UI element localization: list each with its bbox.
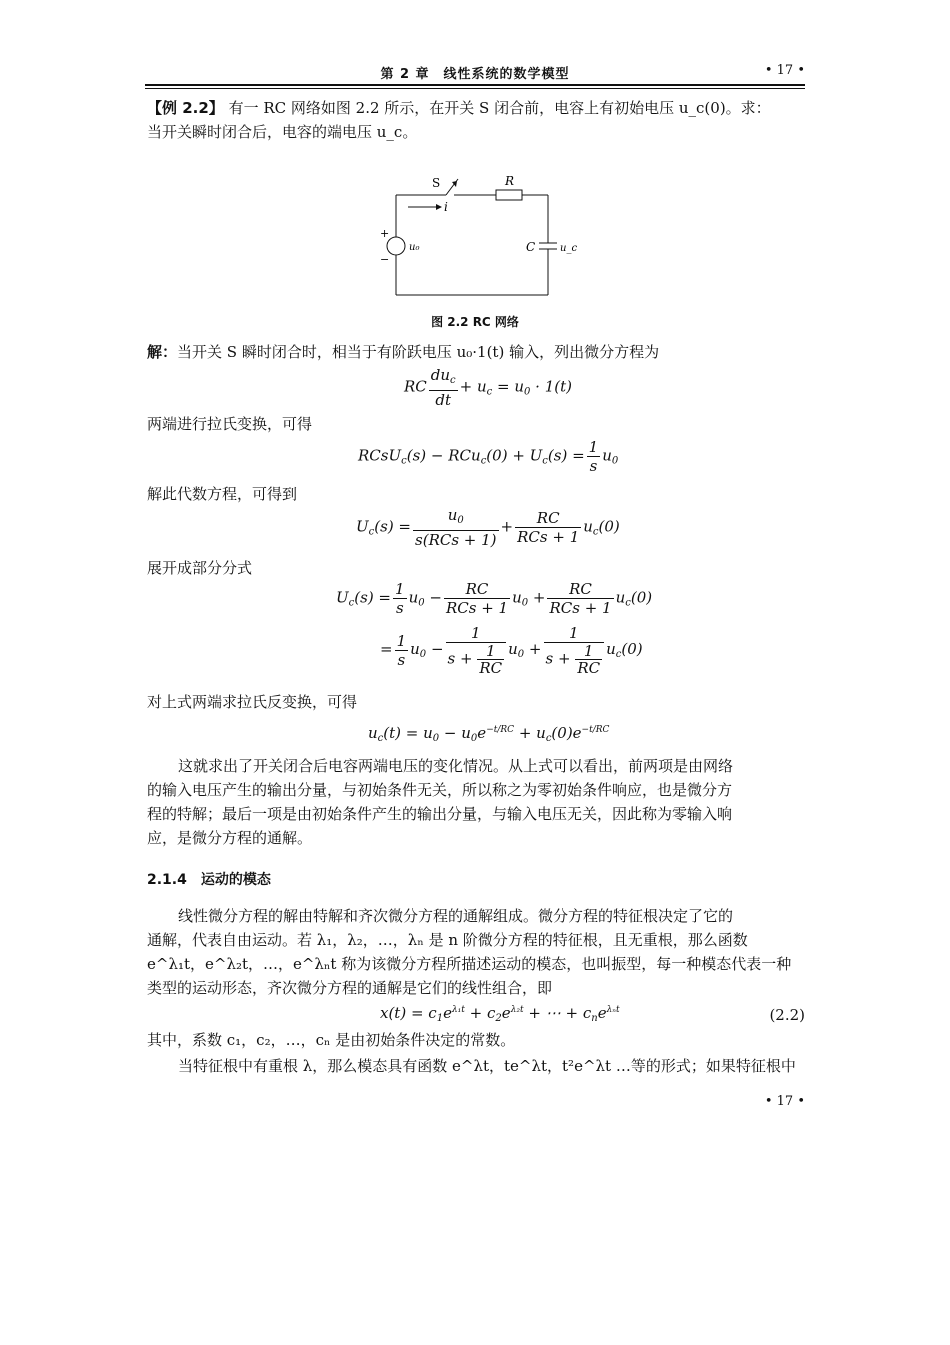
example-label: 【例 2.2】 bbox=[147, 99, 224, 117]
partial-fraction-line-1: $U_c(s)$ = $\frac{1}{s}$ $u_0$ − $\frac{RC}{\text{RCs + 1}}$ $u_0$ + $\frac{RC}{\text{RCs + 1}}$ $u_c(0)$ bbox=[336, 580, 653, 617]
algebraic-solution: $U_c(s)$ = $\frac{u_0}{\text{s(RCs + 1)}}$ + $\frac{RC}{\text{RCs + 1}}$ $u_c(0)$ bbox=[356, 506, 620, 549]
solution-intro-text: 当开关 S 瞬时闭合时，相当于有阶跃电压 u₀·1(t) 输入，列出微分方程为 bbox=[177, 343, 660, 361]
example-statement bbox=[147, 96, 807, 144]
discussion-line-1: 这就求出了开关闭合后电容两端电压的变化情况。从上式可以看出，前两项是由网络 bbox=[178, 757, 734, 775]
running-header bbox=[145, 60, 805, 84]
laplace-equation: RCsU$_c$(s) − $RCu_c(0) + U_c(s)$ = $\frac{1}{s}$ $u_0$ bbox=[358, 438, 619, 475]
chapter-title: 第 2 章 线性系统的数学模型 bbox=[380, 67, 570, 82]
figure-caption: 图 2.2 RC 网络 bbox=[431, 315, 519, 329]
modes-line-3: e^λ₁t，e^λ₂t，…，e^λₙt 称为该微分方程所描述运动的模态，也叫振型，每一种模态代表一种 bbox=[147, 955, 792, 973]
time-domain-solution: $u_c(t) = u_0 - u_0e^{-t/RC} + u_c(0)e^{-t/RC}$ bbox=[368, 724, 610, 744]
discussion-paragraph bbox=[147, 754, 807, 850]
modes-line-1: 线性微分方程的解由特解和齐次微分方程的通解组成。微分方程的特征根决定了它的 bbox=[178, 907, 734, 925]
example-line-1: 有一 RC 网络如图 2.2 所示，在开关 S 闭合前，电容上有初始电压 u_c(0)。求： bbox=[228, 99, 771, 117]
repeated-roots-line: 当特征根中有重根 λ，那么模态具有函数 e^λt，te^λt，t²e^λt …等的形式；如果特征根中 bbox=[178, 1057, 796, 1075]
partial-fraction-line-2: = $\frac{1}{s}$ $u_0$ − 1 s + $\frac{1}{RC}$ $u_0$ + 1 s + $\frac{1}{RC}$ $u_c(0)$ bbox=[380, 624, 643, 677]
minus-sign: − bbox=[380, 253, 390, 266]
header-page-number: • 17 • bbox=[764, 63, 805, 78]
source-label: u₀ bbox=[409, 242, 420, 253]
capacitor-label: C bbox=[526, 240, 536, 254]
plus-sign: + bbox=[380, 227, 390, 240]
partial-text: 展开成部分分式 bbox=[147, 559, 253, 577]
current-label: i bbox=[444, 200, 448, 214]
laplace-text: 两端进行拉氏变换，可得 bbox=[147, 415, 313, 433]
solution-label: 解： bbox=[147, 343, 178, 361]
modes-paragraph bbox=[147, 904, 807, 1000]
modes-line-4: 类型的运动形态，齐次微分方程的通解是它们的线性组合，即 bbox=[147, 979, 553, 997]
switch-label: S bbox=[432, 176, 441, 190]
algebra-text: 解此代数方程，可得到 bbox=[147, 485, 298, 503]
inverse-text: 对上式两端求拉氏反变换，可得 bbox=[147, 693, 358, 711]
rc-circuit-diagram bbox=[360, 165, 580, 305]
modes-line-2: 通解，代表自由运动。若 λ₁，λ₂，…，λₙ 是 n 阶微分方程的特征根，且无重根，那么函数 bbox=[147, 931, 748, 949]
section-heading: 2.1.4 运动的模态 bbox=[147, 872, 271, 888]
footer-page-number: • 17 • bbox=[764, 1094, 805, 1109]
discussion-line-4: 应，是微分方程的通解。 bbox=[147, 829, 313, 847]
resistor-label: R bbox=[505, 174, 515, 188]
example-line-2: 当开关瞬时闭合后，电容的端电压 u_c。 bbox=[147, 123, 418, 141]
header-rule-thick bbox=[145, 84, 805, 86]
header-rule-thin bbox=[145, 88, 805, 89]
solution-intro bbox=[147, 340, 807, 364]
discussion-line-3: 程的特解；最后一项是由初始条件产生的输出分量，与输入电压无关，因此称为零输入响 bbox=[147, 805, 733, 823]
coefficients-line: 其中，系数 c₁，c₂，…，cₙ 是由初始条件决定的常数。 bbox=[147, 1031, 516, 1049]
discussion-line-2: 的输入电压产生的输出分量，与初始条件无关，所以称之为零初始条件响应，也是微分方 bbox=[147, 781, 733, 799]
cap-voltage-label: u_c bbox=[560, 243, 578, 254]
differential-equation: RC $\frac{du_c}{dt}$ + $u_c = u_0 \cdot 1(t)$ bbox=[404, 366, 572, 409]
general-solution-equation: $x(t) = c_1e^{\lambda_1t} + c_2e^{\lambda_2t}$ + ⋯ + $c_ne^{\lambda_nt}$ bbox=[380, 1004, 620, 1024]
equation-number: (2.2) bbox=[769, 1006, 805, 1024]
